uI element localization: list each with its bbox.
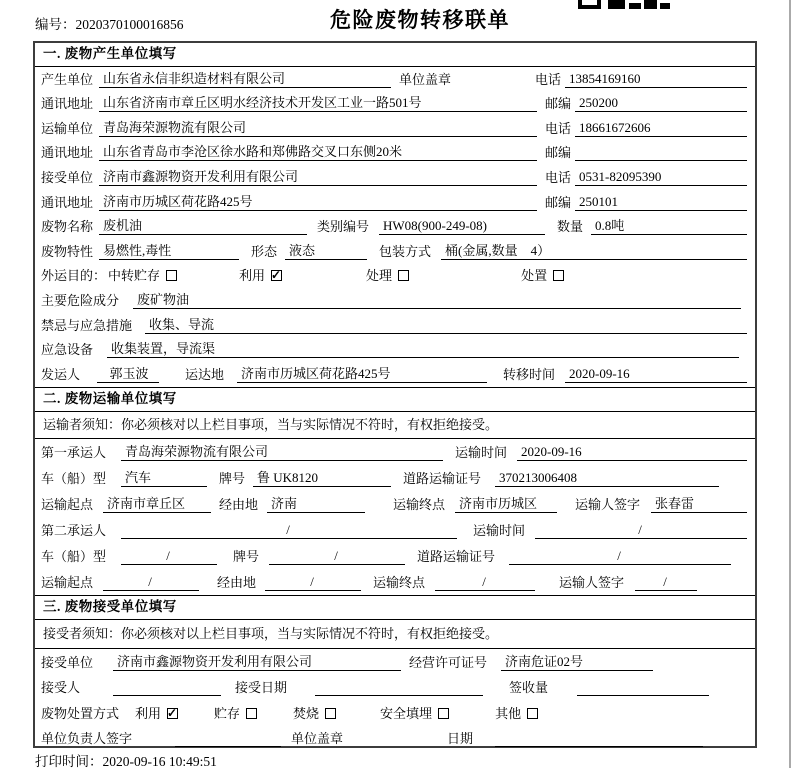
option-label: 其他 bbox=[495, 705, 522, 721]
receiver-notice: 接受者须知：你必须核对以上栏目事项，当与实际情况不符时，有权拒绝接受。 bbox=[35, 620, 755, 649]
receiver-name-value: 济南市鑫源物资开发利用有限公司 bbox=[99, 169, 537, 186]
producer-address-label: 通讯地址 bbox=[41, 96, 94, 112]
first-vehicle-row bbox=[35, 465, 755, 491]
second-via-label: 经由地 bbox=[217, 575, 257, 591]
shipper-label: 发运人 bbox=[41, 366, 81, 382]
option-label: 利用 bbox=[135, 705, 162, 721]
signed-amount-value bbox=[577, 680, 709, 696]
first-plate-label: 牌号 bbox=[219, 470, 246, 486]
option-label: 焚烧 bbox=[293, 705, 320, 721]
signed-amount-label: 签收量 bbox=[509, 680, 549, 696]
first-vehicle-type-value: 汽车 bbox=[121, 470, 207, 487]
packing-label: 包装方式 bbox=[379, 243, 432, 259]
emergency-equipment-label: 应急设备 bbox=[41, 342, 94, 358]
first-route-row bbox=[35, 491, 755, 517]
receiver-phone-value: 0531-82095390 bbox=[575, 169, 747, 186]
checkbox-other bbox=[527, 708, 538, 719]
option-label: 处理 bbox=[366, 268, 393, 284]
section-producer-title: 一. 废物产生单位填写 bbox=[35, 43, 755, 67]
transport-purpose-row bbox=[35, 264, 755, 289]
first-road-license-label: 道路运输证号 bbox=[403, 470, 482, 486]
transporter-row bbox=[35, 116, 755, 141]
producer-zip-value: 250200 bbox=[575, 95, 747, 112]
receiving-unit-label: 接受单位 bbox=[41, 654, 94, 670]
responsible-sign-label: 单位负责人签字 bbox=[41, 731, 133, 747]
purpose-option-dispose bbox=[521, 268, 564, 284]
first-sign-label: 运输人签字 bbox=[575, 497, 641, 512]
disposal-option-incinerate bbox=[293, 706, 336, 722]
second-carrier-label: 第二承运人 bbox=[41, 523, 107, 539]
first-via-label: 经由地 bbox=[219, 497, 259, 512]
second-vehicle-type-value: / bbox=[121, 548, 217, 565]
second-transport-time-value: / bbox=[535, 522, 747, 539]
transporter-label: 运输单位 bbox=[41, 120, 94, 136]
waste-qty-label: 数量 bbox=[557, 219, 584, 235]
receiver-row bbox=[35, 165, 755, 190]
option-label: 贮存 bbox=[214, 705, 241, 721]
first-via-value: 济南 bbox=[267, 496, 365, 513]
producer-label: 产生单位 bbox=[41, 71, 94, 87]
second-plate-label: 牌号 bbox=[233, 549, 260, 565]
document-number-value: 2020370100016856 bbox=[75, 17, 184, 32]
first-origin-label: 运输起点 bbox=[41, 497, 94, 512]
emergency-measures-value: 收集、导流 bbox=[145, 317, 747, 334]
waste-form-value: 液态 bbox=[285, 243, 367, 260]
permit-label: 经营许可证号 bbox=[409, 654, 488, 670]
disposal-option-landfill bbox=[380, 706, 449, 722]
second-vehicle-type-label: 车（船）型 bbox=[41, 549, 107, 565]
shipper-value: 郭玉波 bbox=[97, 366, 159, 383]
producer-row bbox=[35, 67, 755, 92]
second-end-label: 运输终点 bbox=[373, 575, 426, 591]
waste-category-value: HW08(900-249-08) bbox=[379, 218, 545, 235]
section-producer bbox=[35, 43, 755, 387]
date-label: 日期 bbox=[447, 731, 474, 747]
transporter-address-row bbox=[35, 141, 755, 166]
disposal-method-label: 废物处置方式 bbox=[41, 705, 120, 721]
hazard-components-value: 废矿物油 bbox=[133, 292, 741, 309]
print-time-value: 2020-09-16 10:49:51 bbox=[102, 754, 217, 769]
qr-code-icon bbox=[578, 0, 670, 9]
waste-name-row bbox=[35, 215, 755, 240]
checkbox-transfer-storage bbox=[166, 270, 177, 281]
receiving-unit-value: 济南市鑫源物资开发利用有限公司 bbox=[113, 654, 401, 671]
producer-phone-label: 电话 bbox=[535, 71, 562, 87]
checkbox-utilize bbox=[271, 270, 282, 281]
disposal-method-row bbox=[35, 700, 755, 726]
first-carrier-value: 青岛海荣源物流有限公司 bbox=[121, 444, 443, 461]
checkbox-dispose bbox=[553, 270, 564, 281]
option-label: 处置 bbox=[521, 268, 548, 284]
disposal-option-utilize bbox=[135, 706, 178, 722]
responsible-sign-value bbox=[175, 731, 281, 747]
waste-name-label: 废物名称 bbox=[41, 219, 94, 235]
section-transport bbox=[35, 387, 755, 596]
permit-value: 济南危证02号 bbox=[501, 654, 653, 671]
emergency-equipment-row bbox=[35, 338, 755, 363]
section-receiver-title: 三. 废物接受单位填写 bbox=[35, 596, 755, 620]
receiver-phone-label: 电话 bbox=[545, 169, 572, 185]
second-end-value: / bbox=[435, 574, 535, 591]
receiver-address-row bbox=[35, 190, 755, 215]
first-carrier-row bbox=[35, 439, 755, 465]
disposal-option-other bbox=[495, 706, 538, 722]
purpose-option-treat bbox=[366, 268, 409, 284]
purpose-option-transfer-storage bbox=[108, 268, 177, 284]
producer-address-value: 山东省济南市章丘区明水经济技术开发区工业一路501号 bbox=[99, 95, 537, 112]
receiving-unit-row bbox=[35, 649, 755, 675]
first-end-value: 济南市历城区 bbox=[455, 496, 557, 513]
first-transport-time-label: 运输时间 bbox=[455, 444, 508, 460]
purpose-option-utilize bbox=[239, 268, 282, 284]
unit-seal-label: 单位盖章 bbox=[399, 71, 452, 87]
receiver-person-value bbox=[113, 680, 221, 696]
first-vehicle-type-label: 车（船）型 bbox=[41, 470, 107, 486]
receiver-person-label: 接受人 bbox=[41, 680, 81, 696]
page-title: 危险废物转移联单 bbox=[330, 8, 510, 32]
transporter-zip-value bbox=[575, 145, 747, 161]
responsible-sign-row bbox=[35, 726, 755, 752]
document-number-label: 编号： bbox=[35, 17, 76, 32]
packing-value: 桶(金属,数量 4） bbox=[441, 243, 747, 260]
option-label: 安全填埋 bbox=[380, 705, 433, 721]
transfer-date-label: 转移时间 bbox=[503, 366, 556, 382]
document-number bbox=[35, 13, 184, 33]
print-time bbox=[35, 750, 217, 770]
checkbox-landfill bbox=[438, 708, 449, 719]
receive-date-value bbox=[315, 680, 483, 696]
hazard-components-row bbox=[35, 288, 755, 313]
checkbox-store bbox=[246, 708, 257, 719]
waste-form-label: 形态 bbox=[251, 243, 278, 259]
first-transport-time-value: 2020-09-16 bbox=[517, 444, 747, 461]
producer-address-row bbox=[35, 92, 755, 117]
receiver-zip-label: 邮编 bbox=[545, 194, 572, 210]
transport-purpose-label: 外运目的： bbox=[41, 268, 107, 284]
producer-name-value: 山东省永信非织造材料有限公司 bbox=[99, 71, 391, 88]
second-sign-label: 运输人签字 bbox=[559, 575, 625, 591]
receiver-label: 接受单位 bbox=[41, 169, 94, 185]
page-edge-divider bbox=[789, 0, 791, 768]
first-end-label: 运输终点 bbox=[393, 497, 446, 512]
second-road-license-value: / bbox=[509, 548, 731, 565]
waste-character-value: 易燃性,毒性 bbox=[99, 243, 239, 260]
option-label: 利用 bbox=[239, 268, 266, 284]
unit-seal-label-2: 单位盖章 bbox=[291, 731, 344, 747]
first-plate-value: 鲁 UK8120 bbox=[253, 470, 391, 487]
second-carrier-row bbox=[35, 517, 755, 543]
transporter-phone-label: 电话 bbox=[545, 120, 572, 136]
option-label: 中转贮存 bbox=[108, 268, 161, 284]
waste-category-label: 类别编号 bbox=[317, 219, 370, 235]
destination-label: 运达地 bbox=[185, 366, 225, 382]
second-road-license-label: 道路运输证号 bbox=[417, 549, 496, 565]
checkbox-incinerate bbox=[325, 708, 336, 719]
receiver-zip-value: 250101 bbox=[575, 194, 747, 211]
transporter-name-value: 青岛海荣源物流有限公司 bbox=[99, 120, 537, 137]
section-transport-title: 二. 废物运输单位填写 bbox=[35, 388, 755, 412]
shipper-row bbox=[35, 362, 755, 387]
waste-qty-value: 0.8吨 bbox=[591, 218, 747, 235]
receive-date-label: 接受日期 bbox=[235, 680, 288, 696]
transporter-phone-value: 18661672606 bbox=[575, 120, 747, 137]
producer-phone-value: 13854169160 bbox=[565, 71, 747, 88]
waste-character-label: 废物特性 bbox=[41, 243, 94, 259]
manifest-form bbox=[33, 41, 757, 748]
second-sign-value: / bbox=[635, 574, 697, 591]
first-origin-value: 济南市章丘区 bbox=[103, 496, 211, 513]
transporter-address-value: 山东省青岛市李沧区徐水路和郑佛路交叉口东侧20米 bbox=[99, 144, 537, 161]
producer-zip-label: 邮编 bbox=[545, 96, 572, 112]
second-vehicle-row bbox=[35, 543, 755, 569]
transporter-address-label: 通讯地址 bbox=[41, 145, 94, 161]
checkbox-treat bbox=[398, 270, 409, 281]
waste-character-row bbox=[35, 239, 755, 264]
destination-value: 济南市历城区荷花路425号 bbox=[237, 366, 487, 383]
transporter-notice: 运输者须知：你必须核对以上栏目事项，当与实际情况不符时，有权拒绝接受。 bbox=[35, 412, 755, 439]
date-value bbox=[495, 731, 703, 747]
checkbox-utilize bbox=[167, 708, 178, 719]
emergency-measures-row bbox=[35, 313, 755, 338]
section-receiver bbox=[35, 595, 755, 751]
emergency-equipment-value: 收集装置，导流渠 bbox=[107, 341, 739, 358]
transfer-date-value: 2020-09-16 bbox=[565, 366, 747, 383]
receiver-address-label: 通讯地址 bbox=[41, 194, 94, 210]
second-route-row bbox=[35, 569, 755, 595]
first-road-license-value: 370213006408 bbox=[495, 470, 719, 487]
waste-name-value: 废机油 bbox=[99, 218, 307, 235]
second-origin-label: 运输起点 bbox=[41, 575, 94, 591]
second-carrier-value: / bbox=[121, 522, 457, 539]
print-time-label: 打印时间： bbox=[35, 754, 103, 769]
disposal-option-store bbox=[214, 706, 257, 722]
first-sign-value: 张春雷 bbox=[651, 496, 747, 513]
receiver-address-value: 济南市历城区荷花路425号 bbox=[99, 194, 537, 211]
receiver-person-row bbox=[35, 675, 755, 701]
second-plate-value: / bbox=[269, 548, 405, 565]
transporter-zip-label: 邮编 bbox=[545, 145, 572, 161]
second-via-value: / bbox=[265, 574, 361, 591]
second-origin-value: / bbox=[103, 574, 199, 591]
first-carrier-label: 第一承运人 bbox=[41, 444, 107, 460]
second-transport-time-label: 运输时间 bbox=[473, 523, 526, 539]
emergency-measures-label: 禁忌与应急措施 bbox=[41, 317, 133, 333]
hazard-components-label: 主要危险成分 bbox=[41, 292, 120, 308]
